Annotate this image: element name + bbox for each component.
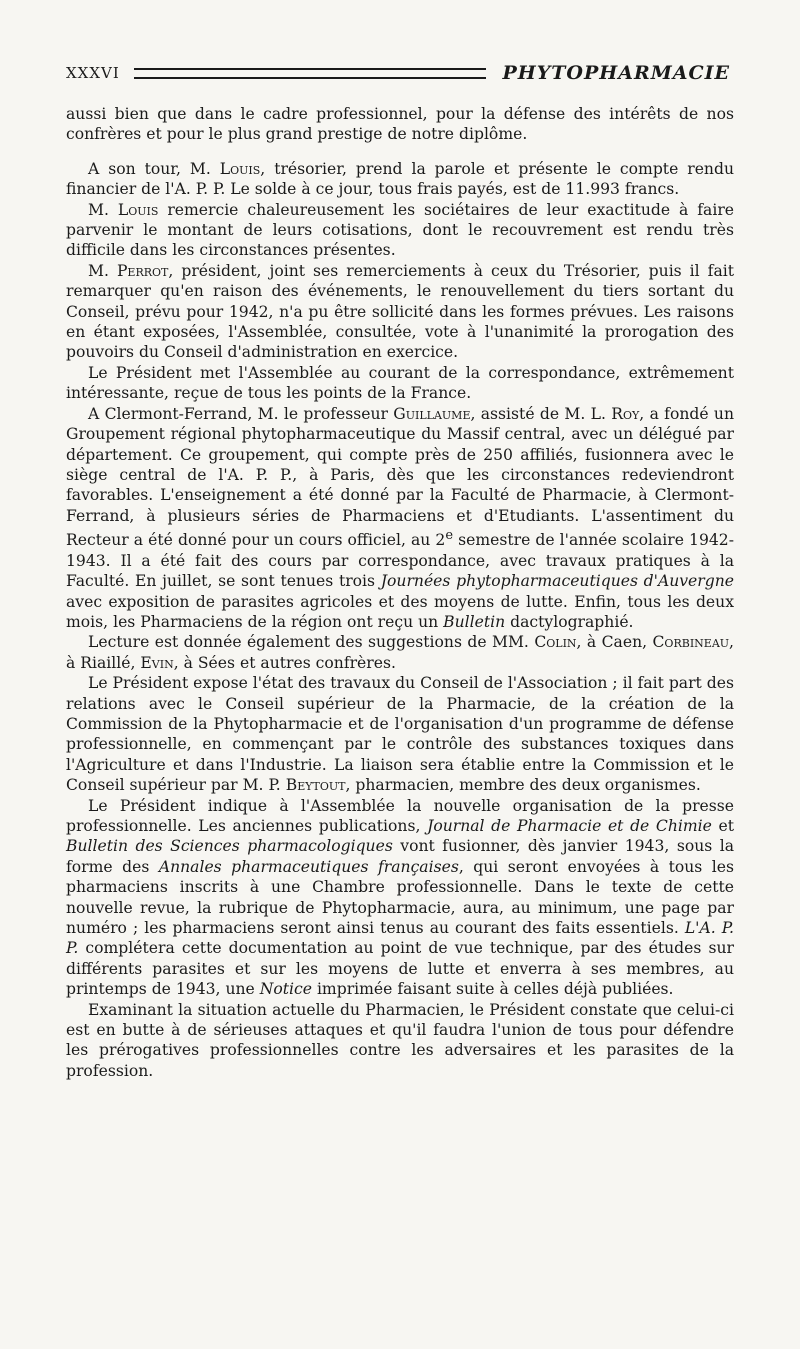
paragraph-10: Examinant la situation actuelle du Pharmacien, le Président constate que celui-ci est en butte à de sérieuses attaques et qu'il faudra l'union de tous pour défendre les prérogatives professionnelles contre les adversaires et les parasites de la profession. xyxy=(66,1000,734,1080)
page-header xyxy=(66,58,730,88)
paragraph-5: Le Président met l'Assemblée au courant de la correspondance, extrêmement intéressante, reçue de tous les points de la France. xyxy=(66,363,734,403)
header-rule xyxy=(134,68,487,79)
paragraph-2: A son tour, M. Louis, trésorier, prend la parole et présente le compte rendu financier de l'A. P. P. Le solde à ce jour, tous frais payés, est de 11.993 francs. xyxy=(66,159,734,199)
paragraph-8: Le Président expose l'état des travaux du Conseil de l'Association ; il fait part des relations avec le Conseil supérieur de la Pharmacie, de la création de la Commission de la Phytopharmacie et de l'organisation d'un programme de défense professionnelle, en commençant par le contrôle des substances toxiques dans l'Agriculture et dans l'Industrie. La liaison sera établie entre la Commission et le Conseil supérieur par M. P. Beytout, pharmacien, membre des deux organismes. xyxy=(66,674,734,795)
paragraph-9: Le Président indique à l'Assemblée la nouvelle organisation de la presse professionnelle. Les anciennes publications, Journal de Pharmacie et de Chimie et Bulletin des Sciences pharmacologiques vont fusionner, dès janvier 1943, sous la forme des Annales pharmaceutiques françaises, qui seront envoyées à tous les pharmaciens inscrits à une Chambre professionnelle. Dans le texte de cette nouvelle revue, la rubrique de Phytopharmacie, aura, au minimum, une page par numéro ; les pharmaciens seront ainsi tenus au courant des faits essentiels. L'A. P. P. complétera cette documentation au point de vue technique, par des études sur différents parasites et sur les moyens de lutte et enverra à ses membres, au printemps de 1943, une Notice imprimée faisant suite à celles déjà publiées. xyxy=(66,796,735,999)
paragraph-3: M. Louis remercie chaleureusement les sociétaires de leur exactitude à faire parvenir le montant de leurs cotisations, dont le recouvrement est rendu très difficile dans les circonstances présentes. xyxy=(66,200,734,260)
paragraph-6: A Clermont-Ferrand, M. le professeur Guillaume, assisté de M. L. Roy, a fondé un Groupement régional phytopharmaceutique du Massif central, avec un délégué par département. Ce groupement, qui compte près de 250 affiliés, fusionnera avec le siège central de l'A. P. P., à Paris, dès que les circonstances redeviendront favorables. L'enseignement a été donné par la Faculté de Pharmacie, à Clermont-Ferrand, à plusieurs séries de Pharmaciens et d'Etudiants. L'assentiment du Recteur a été donné pour un cours officiel, au 2e semestre de l'année scolaire 1942-1943. Il a été fait des cours par correspondance, avec travaux pratiques à la Faculté. En juillet, se sont tenues trois Journées phytopharmaceutiques d'Auvergne avec exposition de parasites agricoles et des moyens de lutte. Enfin, tous les deux mois, les Pharmaciens de la région ont reçu un Bulletin dactylographié. xyxy=(66,404,734,631)
page-number: XXXVI xyxy=(66,64,120,82)
paragraph-1: aussi bien que dans le cadre professionnel, pour la défense des intérêts de nos confrères et pour le plus grand prestige de notre diplôme. xyxy=(66,105,734,144)
body-text xyxy=(66,104,734,1081)
running-title: PHYTOPHARMACIE xyxy=(502,62,730,84)
paragraph-4: M. Perrot, président, joint ses remerciements à ceux du Trésorier, puis il fait remarquer qu'en raison des événements, le renouvellement du tiers sortant du Conseil, prévu pour 1942, n'a pu être sollicité dans les formes prévues. Les raisons en étant exposées, l'Assemblée, consultée, vote à l'unanimité la prorogation des pouvoirs du Conseil d'administration en exercice. xyxy=(66,261,734,362)
paragraph-7: Lecture est donnée également des suggestions de MM. Colin, à Caen, Corbineau, à Riaillé, Evin, à Sées et autres confrères. xyxy=(66,633,734,672)
